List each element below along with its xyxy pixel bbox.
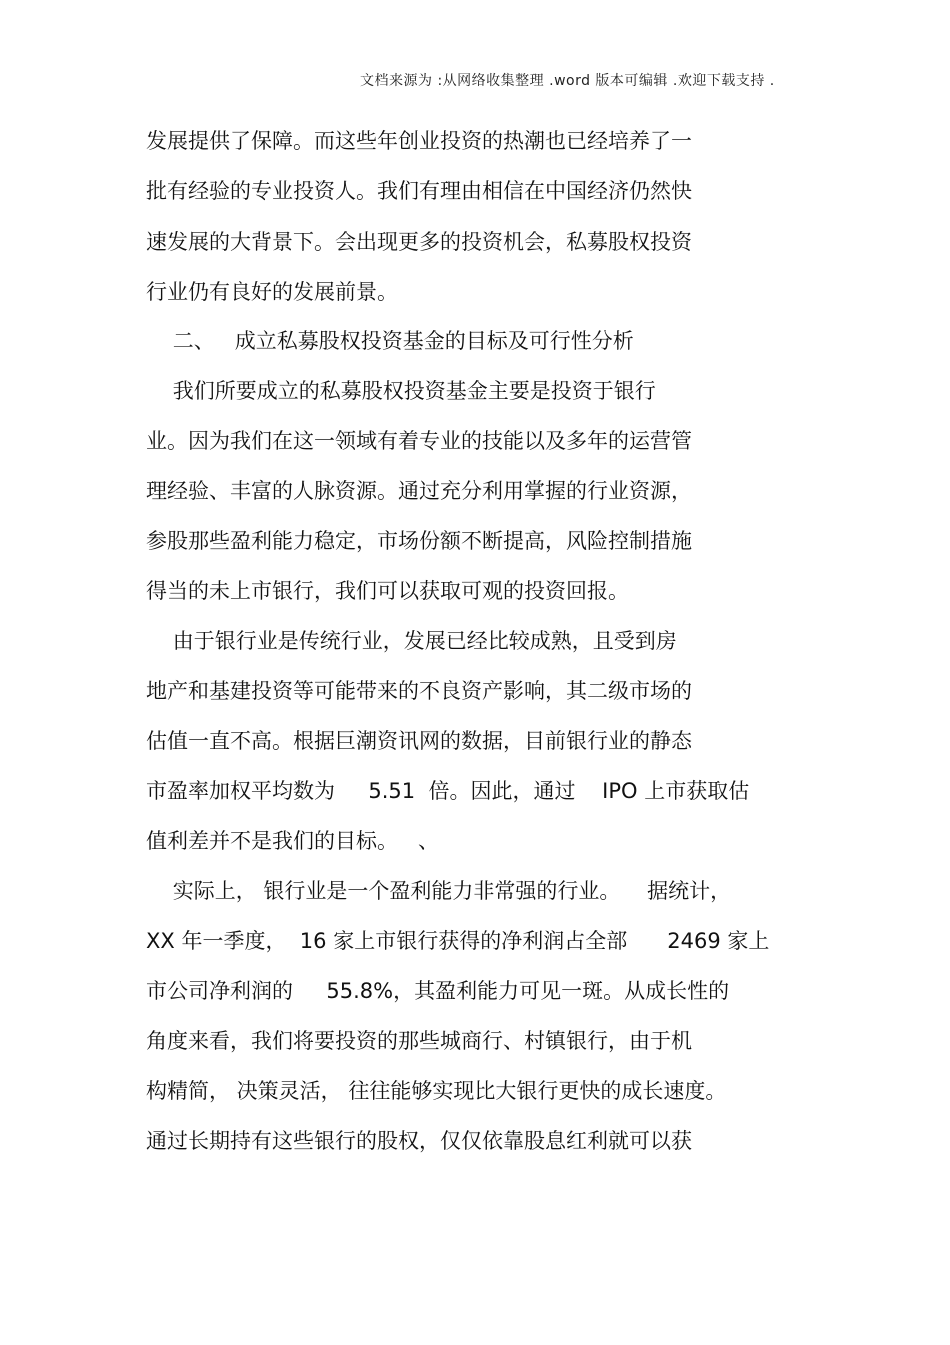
- text-line: 角度来看，我们将要投资的那些城商行、村镇银行，由于机: [146, 1029, 692, 1053]
- text-line: 市公司净利润的 55.8%，其盈利能力可见一斑。从成长性的: [146, 979, 730, 1003]
- text-line: 发展提供了保障。而这些年创业投资的热潮也已经培养了一: [146, 129, 692, 153]
- text-line: 理经验、丰富的人脉资源。通过充分利用掌握的行业资源，: [146, 479, 692, 503]
- text-line: 我们所要成立的私募股权投资基金主要是投资于银行: [146, 379, 656, 403]
- text-line: 估值一直不高。根据巨潮资讯网的数据，目前银行业的静态: [146, 729, 692, 753]
- text-line: 速发展的大背景下。会出现更多的投资机会，私募股权投资: [146, 230, 692, 254]
- text-line: XX 年一季度， 16 家上市银行获得的净利润占全部 2469 家上: [146, 929, 770, 953]
- text-line: 行业仍有良好的发展前景。: [146, 280, 398, 304]
- text-line: 通过长期持有这些银行的股权，仅仅依靠股息红利就可以获: [146, 1129, 692, 1153]
- text-line: 实际上， 银行业是一个盈利能力非常强的行业。 据统计，: [146, 879, 732, 903]
- text-line: 得当的未上市银行，我们可以获取可观的投资回报。: [146, 579, 629, 603]
- text-line: 业。因为我们在这一领域有着专业的技能以及多年的运营管: [146, 429, 692, 453]
- text-line: 参股那些盈利能力稳定，市场份额不断提高，风险控制措施: [146, 529, 692, 553]
- section-heading: 二、 成立私募股权投资基金的目标及可行性分析: [146, 329, 634, 353]
- text-line: 值利差并不是我们的目标。 、: [146, 829, 440, 853]
- text-line: 地产和基建投资等可能带来的不良资产影响，其二级市场的: [146, 679, 692, 703]
- text-line: 构精简， 决策灵活， 往往能够实现比大银行更快的成长速度。: [146, 1079, 727, 1103]
- header-source-note: 文档来源为 :从网络收集整理 .word 版本可编辑 .欢迎下载支持 .: [360, 73, 775, 89]
- text-line: 由于银行业是传统行业，发展已经比较成熟，且受到房: [146, 629, 677, 653]
- text-line: 市盈率加权平均数为 5.51 倍。因此，通过 IPO 上市获取估: [146, 779, 750, 803]
- text-line: 批有经验的专业投资人。我们有理由相信在中国经济仍然快: [146, 179, 692, 203]
